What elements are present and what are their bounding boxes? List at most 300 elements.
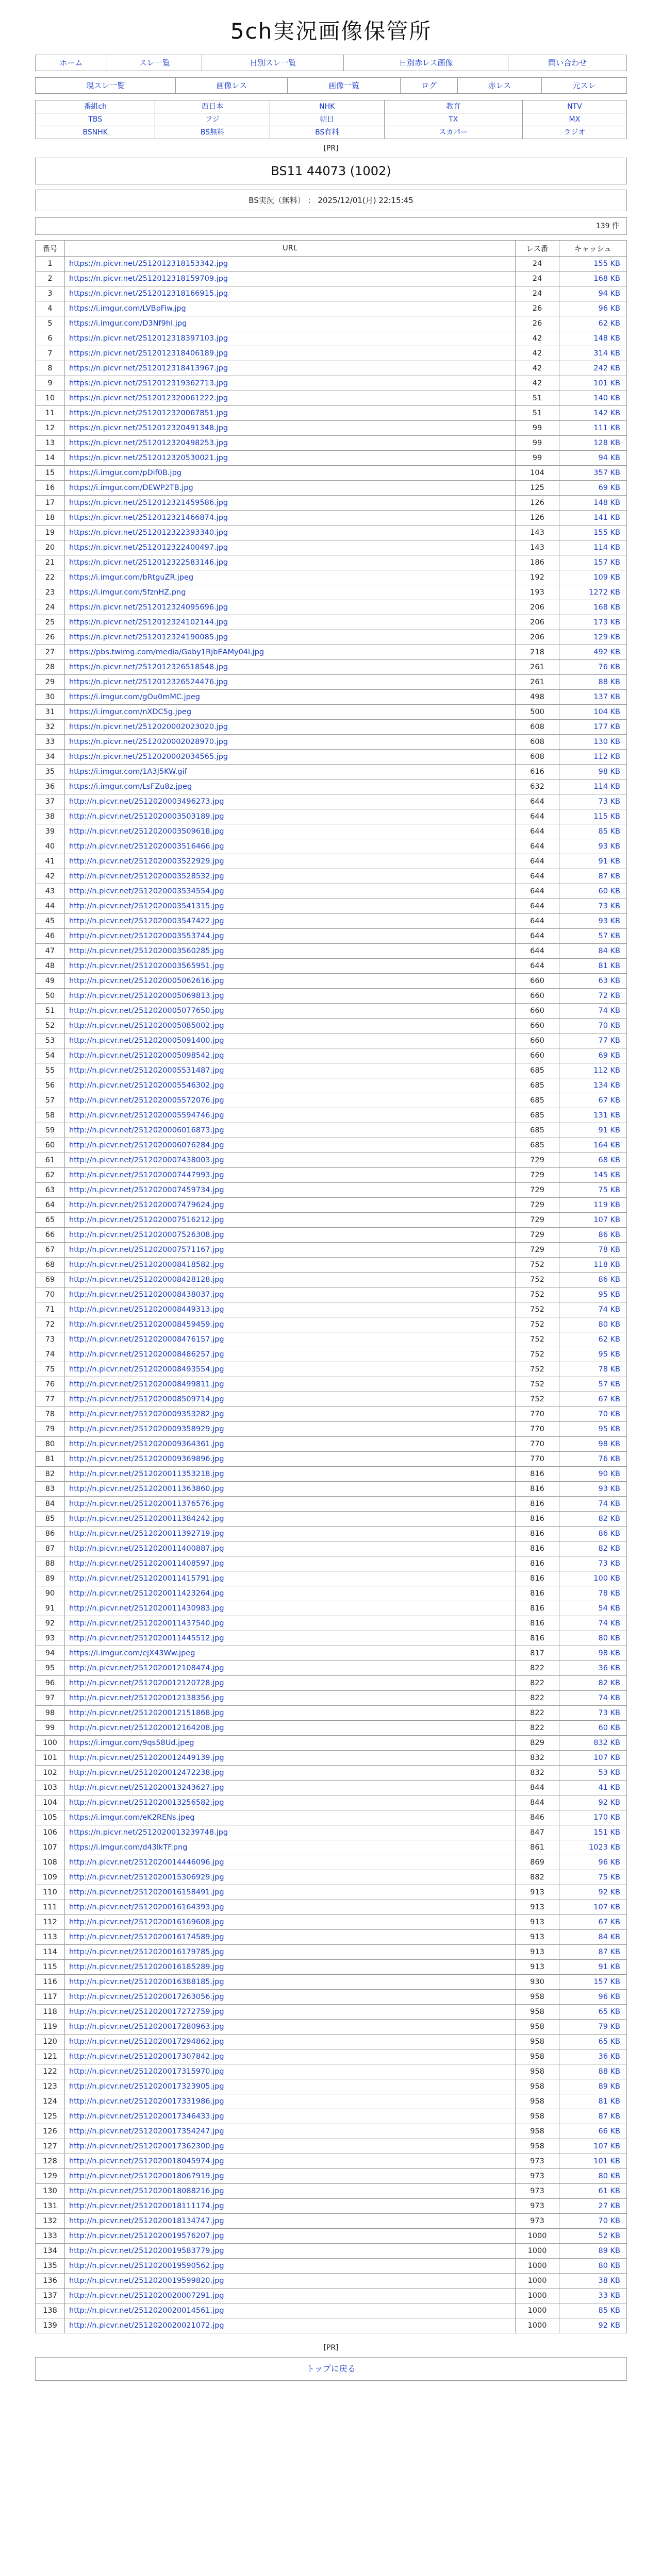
cache-link[interactable]: 137 KB — [593, 693, 620, 701]
image-url-link[interactable]: https://n.picvr.net/2512012322400497.jpg — [69, 544, 228, 552]
channel-link[interactable]: 朝日 — [320, 115, 335, 124]
cache-link[interactable]: 74 KB — [598, 1306, 620, 1314]
cache-link[interactable]: 62 KB — [598, 319, 620, 328]
image-url-link[interactable]: http://n.picvr.net/2512020008499811.jpg — [69, 1380, 224, 1388]
cache-link[interactable]: 33 KB — [598, 2292, 620, 2300]
cache-link[interactable]: 67 KB — [598, 1395, 620, 1403]
cache-link[interactable]: 95 KB — [598, 1291, 620, 1299]
image-url-link[interactable]: https://n.picvr.net/2512012324102144.jpg — [69, 618, 228, 626]
image-url-link[interactable]: https://n.picvr.net/2512012318166915.jpg — [69, 290, 228, 298]
subnav-image-res-link[interactable]: 画像レス — [216, 81, 247, 90]
cache-link[interactable]: 101 KB — [593, 2157, 620, 2165]
image-url-link[interactable]: http://n.picvr.net/2512020011445512.jpg — [69, 1634, 224, 1642]
image-url-link[interactable]: http://n.picvr.net/2512020017362300.jpg — [69, 2142, 224, 2150]
image-url-link[interactable]: http://n.picvr.net/2512020003534554.jpg — [69, 887, 224, 895]
image-url-link[interactable]: https://n.picvr.net/2512020002023020.jpg — [69, 723, 228, 731]
cache-link[interactable]: 76 KB — [598, 1455, 620, 1463]
image-url-link[interactable]: http://n.picvr.net/2512020005077650.jpg — [69, 1007, 224, 1015]
image-url-link[interactable]: http://n.picvr.net/2512020017294862.jpg — [69, 2038, 224, 2046]
image-url-link[interactable]: http://n.picvr.net/2512020008428128.jpg — [69, 1276, 224, 1284]
image-url-link[interactable]: http://n.picvr.net/2512020011384242.jpg — [69, 1515, 224, 1523]
cache-link[interactable]: 70 KB — [598, 1022, 620, 1030]
cache-link[interactable]: 96 KB — [598, 1858, 620, 1867]
cache-link[interactable]: 94 KB — [598, 454, 620, 462]
cache-link[interactable]: 62 KB — [598, 1335, 620, 1344]
cache-link[interactable]: 92 KB — [598, 1799, 620, 1807]
image-url-link[interactable]: http://n.picvr.net/2512020016388185.jpg — [69, 1978, 224, 1986]
image-url-link[interactable]: http://n.picvr.net/2512020011423264.jpg — [69, 1589, 224, 1598]
cache-link[interactable]: 157 KB — [593, 1978, 620, 1986]
cache-link[interactable]: 81 KB — [598, 962, 620, 970]
image-url-link[interactable]: https://n.picvr.net/2512012320061222.jpg — [69, 394, 228, 402]
cache-link[interactable]: 92 KB — [598, 1888, 620, 1896]
image-url-link[interactable]: http://n.picvr.net/2512020018067919.jpg — [69, 2172, 224, 2180]
image-url-link[interactable]: http://n.picvr.net/2512020003503189.jpg — [69, 812, 224, 821]
image-url-link[interactable]: http://n.picvr.net/2512020005085002.jpg — [69, 1022, 224, 1030]
cache-link[interactable]: 96 KB — [598, 304, 620, 313]
channel-link[interactable]: BSNHK — [82, 128, 108, 137]
image-url-link[interactable]: http://n.picvr.net/2512020017263056.jpg — [69, 1993, 224, 2001]
image-url-link[interactable]: https://n.picvr.net/2512012320491348.jpg — [69, 424, 228, 432]
image-url-link[interactable]: http://n.picvr.net/2512020012138356.jpg — [69, 1694, 224, 1702]
cache-link[interactable]: 832 KB — [593, 1739, 620, 1747]
image-url-link[interactable]: http://n.picvr.net/2512020013243627.jpg — [69, 1784, 224, 1792]
image-url-link[interactable]: https://i.imgur.com/eK2RENs.jpeg — [69, 1814, 195, 1822]
cache-link[interactable]: 93 KB — [598, 917, 620, 925]
image-url-link[interactable]: https://n.picvr.net/2512020013239748.jpg — [69, 1828, 228, 1837]
image-url-link[interactable]: https://n.picvr.net/2512012320067851.jpg — [69, 409, 228, 417]
image-url-link[interactable]: http://n.picvr.net/2512020013256582.jpg — [69, 1799, 224, 1807]
image-url-link[interactable]: http://n.picvr.net/2512020011363860.jpg — [69, 1485, 224, 1493]
cache-link[interactable]: 79 KB — [598, 2023, 620, 2031]
image-url-link[interactable]: https://n.picvr.net/2512012324190085.jpg — [69, 633, 228, 641]
image-url-link[interactable]: https://n.picvr.net/2512012326524476.jpg — [69, 678, 228, 686]
image-url-link[interactable]: https://i.imgur.com/d43lkTF.png — [69, 1843, 188, 1852]
image-url-link[interactable]: http://n.picvr.net/2512020012108474.jpg — [69, 1664, 224, 1672]
nav-daily-red-res-images-link[interactable]: 日別赤レス画像 — [399, 58, 453, 67]
cache-link[interactable]: 38 KB — [598, 2277, 620, 2285]
cache-link[interactable]: 92 KB — [598, 2321, 620, 2330]
image-url-link[interactable]: http://n.picvr.net/2512020008509714.jpg — [69, 1395, 224, 1403]
image-url-link[interactable]: https://i.imgur.com/nXDC5g.jpeg — [69, 708, 192, 716]
image-url-link[interactable]: http://n.picvr.net/2512020009369896.jpg — [69, 1455, 224, 1463]
channel-link[interactable]: BS無料 — [200, 128, 225, 137]
subnav-red-res-link[interactable]: 赤レス — [488, 81, 511, 90]
cache-link[interactable]: 76 KB — [598, 663, 620, 671]
cache-link[interactable]: 314 KB — [593, 349, 620, 358]
channel-link[interactable]: ラジオ — [564, 128, 586, 137]
image-url-link[interactable]: http://n.picvr.net/2512020009364361.jpg — [69, 1440, 224, 1448]
image-url-link[interactable]: http://n.picvr.net/2512020003541315.jpg — [69, 902, 224, 910]
cache-link[interactable]: 53 KB — [598, 1769, 620, 1777]
cache-link[interactable]: 492 KB — [593, 648, 620, 656]
image-url-link[interactable]: http://n.picvr.net/2512020005546302.jpg — [69, 1081, 224, 1090]
image-url-link[interactable]: http://n.picvr.net/2512020003496273.jpg — [69, 798, 224, 806]
image-url-link[interactable]: http://n.picvr.net/2512020007459734.jpg — [69, 1186, 224, 1194]
image-url-link[interactable]: http://n.picvr.net/2512020003553744.jpg — [69, 932, 224, 940]
image-url-link[interactable]: https://n.picvr.net/2512012318397103.jpg — [69, 334, 228, 343]
subnav-original-thread-link[interactable]: 元スレ — [572, 81, 596, 90]
cache-link[interactable]: 63 KB — [598, 977, 620, 985]
image-url-link[interactable]: http://n.picvr.net/2512020008493554.jpg — [69, 1365, 224, 1374]
image-url-link[interactable]: http://n.picvr.net/2512020012164208.jpg — [69, 1724, 224, 1732]
image-url-link[interactable]: http://n.picvr.net/2512020020007291.jpg — [69, 2292, 224, 2300]
image-url-link[interactable]: http://n.picvr.net/2512020017354247.jpg — [69, 2127, 224, 2136]
image-url-link[interactable]: http://n.picvr.net/2512020008418582.jpg — [69, 1261, 224, 1269]
cache-link[interactable]: 70 KB — [598, 2217, 620, 2225]
cache-link[interactable]: 57 KB — [598, 932, 620, 940]
image-url-link[interactable]: http://n.picvr.net/2512020016185289.jpg — [69, 1963, 224, 1971]
image-url-link[interactable]: http://n.picvr.net/2512020008449313.jpg — [69, 1306, 224, 1314]
cache-link[interactable]: 73 KB — [598, 902, 620, 910]
cache-link[interactable]: 73 KB — [598, 798, 620, 806]
nav-daily-thread-list-link[interactable]: 日別スレ一覧 — [250, 58, 296, 67]
image-url-link[interactable]: http://n.picvr.net/2512020017346433.jpg — [69, 2112, 224, 2121]
image-url-link[interactable]: http://n.picvr.net/2512020011430983.jpg — [69, 1604, 224, 1613]
image-url-link[interactable]: https://i.imgur.com/bRtguZR.jpeg — [69, 573, 194, 582]
cache-link[interactable]: 88 KB — [598, 678, 620, 686]
image-url-link[interactable]: https://i.imgur.com/LsFZu8z.jpeg — [69, 783, 192, 791]
cache-link[interactable]: 151 KB — [593, 1828, 620, 1837]
cache-link[interactable]: 27 KB — [598, 2202, 620, 2210]
image-url-link[interactable]: http://n.picvr.net/2512020011408597.jpg — [69, 1560, 224, 1568]
cache-link[interactable]: 242 KB — [593, 364, 620, 372]
image-url-link[interactable]: http://n.picvr.net/2512020008459459.jpg — [69, 1320, 224, 1329]
image-url-link[interactable]: http://n.picvr.net/2512020005594746.jpg — [69, 1111, 224, 1120]
subnav-image-list-link[interactable]: 画像一覧 — [328, 81, 360, 90]
image-url-link[interactable]: http://n.picvr.net/2512020009353282.jpg — [69, 1410, 224, 1418]
cache-link[interactable]: 93 KB — [598, 842, 620, 851]
cache-link[interactable]: 36 KB — [598, 2053, 620, 2061]
channel-link[interactable]: TBS — [88, 115, 103, 124]
image-url-link[interactable]: https://n.picvr.net/2512012319362713.jpg — [69, 379, 228, 387]
channel-link[interactable]: MX — [569, 115, 581, 124]
cache-link[interactable]: 80 KB — [598, 1320, 620, 1329]
image-url-link[interactable]: http://n.picvr.net/2512020016169608.jpg — [69, 1918, 224, 1926]
image-url-link[interactable]: http://n.picvr.net/2512020003547422.jpg — [69, 917, 224, 925]
image-url-link[interactable]: http://n.picvr.net/2512020016174589.jpg — [69, 1933, 224, 1941]
image-url-link[interactable]: http://n.picvr.net/2512020011376576.jpg — [69, 1500, 224, 1508]
channel-link[interactable]: TX — [449, 115, 458, 124]
channel-link[interactable]: 番組ch — [84, 103, 107, 111]
image-url-link[interactable]: http://n.picvr.net/2512020012472238.jpg — [69, 1769, 224, 1777]
image-url-link[interactable]: https://i.imgur.com/gOu0mMC.jpeg — [69, 693, 201, 701]
cache-link[interactable]: 70 KB — [598, 1410, 620, 1418]
cache-link[interactable]: 157 KB — [593, 558, 620, 567]
cache-link[interactable]: 80 KB — [598, 2262, 620, 2270]
cache-link[interactable]: 130 KB — [593, 738, 620, 746]
cache-link[interactable]: 148 KB — [593, 334, 620, 343]
cache-link[interactable]: 131 KB — [593, 1111, 620, 1120]
cache-link[interactable]: 95 KB — [598, 1425, 620, 1433]
cache-link[interactable]: 41 KB — [598, 1784, 620, 1792]
image-url-link[interactable]: http://n.picvr.net/2512020012449139.jpg — [69, 1754, 224, 1762]
channel-link[interactable]: 教育 — [446, 103, 461, 111]
cache-link[interactable]: 164 KB — [593, 1141, 620, 1149]
cache-link[interactable]: 90 KB — [598, 1470, 620, 1478]
cache-link[interactable]: 107 KB — [593, 1903, 620, 1911]
cache-link[interactable]: 86 KB — [598, 1276, 620, 1284]
image-url-link[interactable]: http://n.picvr.net/2512020007526308.jpg — [69, 1231, 224, 1239]
cache-link[interactable]: 98 KB — [598, 1440, 620, 1448]
nav-home-link[interactable]: ホーム — [59, 58, 83, 67]
image-url-link[interactable]: http://n.picvr.net/2512020006016873.jpg — [69, 1126, 224, 1134]
cache-link[interactable]: 170 KB — [593, 1814, 620, 1822]
image-url-link[interactable]: http://n.picvr.net/2512020011437540.jpg — [69, 1619, 224, 1628]
image-url-link[interactable]: http://n.picvr.net/2512020018111174.jpg — [69, 2202, 224, 2210]
cache-link[interactable]: 168 KB — [593, 603, 620, 612]
cache-link[interactable]: 140 KB — [593, 394, 620, 402]
cache-link[interactable]: 98 KB — [598, 1649, 620, 1657]
image-url-link[interactable]: https://i.imgur.com/ejX43Ww.jpeg — [69, 1649, 195, 1657]
cache-link[interactable]: 128 KB — [593, 439, 620, 447]
cache-link[interactable]: 74 KB — [598, 1007, 620, 1015]
image-url-link[interactable]: http://n.picvr.net/2512020019599820.jpg — [69, 2277, 224, 2285]
cache-link[interactable]: 101 KB — [593, 379, 620, 387]
image-url-link[interactable]: https://n.picvr.net/2512012321466874.jpg — [69, 514, 228, 522]
image-url-link[interactable]: http://n.picvr.net/2512020018045974.jpg — [69, 2157, 224, 2165]
cache-link[interactable]: 84 KB — [598, 1933, 620, 1941]
channel-link[interactable]: 西日本 — [202, 103, 224, 111]
image-url-link[interactable]: http://n.picvr.net/2512020005091400.jpg — [69, 1037, 224, 1045]
cache-link[interactable]: 69 KB — [598, 1052, 620, 1060]
cache-link[interactable]: 74 KB — [598, 1619, 620, 1628]
cache-link[interactable]: 107 KB — [593, 1216, 620, 1224]
cache-link[interactable]: 78 KB — [598, 1246, 620, 1254]
image-url-link[interactable]: https://i.imgur.com/LVBpFiw.jpg — [69, 304, 186, 313]
image-url-link[interactable]: http://n.picvr.net/2512020018088216.jpg — [69, 2187, 224, 2195]
cache-link[interactable]: 67 KB — [598, 1918, 620, 1926]
cache-link[interactable]: 74 KB — [598, 1694, 620, 1702]
cache-link[interactable]: 1272 KB — [589, 588, 620, 597]
image-url-link[interactable]: http://n.picvr.net/2512020019590562.jpg — [69, 2262, 224, 2270]
cache-link[interactable]: 85 KB — [598, 2307, 620, 2315]
image-url-link[interactable]: http://n.picvr.net/2512020019576207.jpg — [69, 2232, 224, 2240]
image-url-link[interactable]: http://n.picvr.net/2512020011400887.jpg — [69, 1545, 224, 1553]
image-url-link[interactable]: http://n.picvr.net/2512020003509618.jpg — [69, 827, 224, 836]
cache-link[interactable]: 72 KB — [598, 992, 620, 1000]
cache-link[interactable]: 118 KB — [593, 1261, 620, 1269]
cache-link[interactable]: 104 KB — [593, 708, 620, 716]
nav-thread-list-link[interactable]: スレ一覧 — [139, 58, 170, 67]
subnav-log-link[interactable]: ログ — [421, 81, 437, 90]
image-url-link[interactable]: http://n.picvr.net/2512020020014561.jpg — [69, 2307, 224, 2315]
cache-link[interactable]: 114 KB — [593, 783, 620, 791]
subnav-current-threads-link[interactable]: 現スレ一覧 — [86, 81, 125, 90]
image-url-link[interactable]: https://i.imgur.com/5fznHZ.png — [69, 588, 186, 597]
cache-link[interactable]: 100 KB — [593, 1574, 620, 1583]
cache-link[interactable]: 98 KB — [598, 768, 620, 776]
cache-link[interactable]: 1023 KB — [589, 1843, 620, 1852]
image-url-link[interactable]: http://n.picvr.net/2512020018134747.jpg — [69, 2217, 224, 2225]
image-url-link[interactable]: http://n.picvr.net/2512020017323905.jpg — [69, 2082, 224, 2091]
cache-link[interactable]: 80 KB — [598, 2172, 620, 2180]
image-url-link[interactable]: http://n.picvr.net/2512020017331986.jpg — [69, 2097, 224, 2106]
cache-link[interactable]: 52 KB — [598, 2232, 620, 2240]
cache-link[interactable]: 60 KB — [598, 1724, 620, 1732]
cache-link[interactable]: 89 KB — [598, 2247, 620, 2255]
cache-link[interactable]: 114 KB — [593, 544, 620, 552]
cache-link[interactable]: 54 KB — [598, 1604, 620, 1613]
image-url-link[interactable]: http://n.picvr.net/2512020005572076.jpg — [69, 1096, 224, 1105]
cache-link[interactable]: 66 KB — [598, 2127, 620, 2136]
cache-link[interactable]: 80 KB — [598, 1634, 620, 1642]
back-to-top-link[interactable]: トップに戻る — [306, 2364, 356, 2374]
image-url-link[interactable]: https://i.imgur.com/9qs58Ud.jpeg — [69, 1739, 194, 1747]
cache-link[interactable]: 86 KB — [598, 1231, 620, 1239]
image-url-link[interactable]: https://n.picvr.net/2512012318159709.jpg — [69, 275, 228, 283]
image-url-link[interactable]: http://n.picvr.net/2512020016164393.jpg — [69, 1903, 224, 1911]
cache-link[interactable]: 75 KB — [598, 1186, 620, 1194]
cache-link[interactable]: 142 KB — [593, 409, 620, 417]
cache-link[interactable]: 109 KB — [593, 573, 620, 582]
cache-link[interactable]: 129 KB — [593, 633, 620, 641]
image-url-link[interactable]: http://n.picvr.net/2512020007571167.jpg — [69, 1246, 224, 1254]
image-url-link[interactable]: http://n.picvr.net/2512020016179785.jpg — [69, 1948, 224, 1956]
cache-link[interactable]: 115 KB — [593, 812, 620, 821]
image-url-link[interactable]: http://n.picvr.net/2512020003560285.jpg — [69, 947, 224, 955]
image-url-link[interactable]: http://n.picvr.net/2512020015306929.jpg — [69, 1873, 224, 1882]
cache-link[interactable]: 69 KB — [598, 484, 620, 492]
cache-link[interactable]: 168 KB — [593, 275, 620, 283]
image-url-link[interactable]: https://n.picvr.net/2512020002034565.jpg — [69, 753, 228, 761]
cache-link[interactable]: 88 KB — [598, 2067, 620, 2076]
channel-link[interactable]: NTV — [567, 103, 582, 111]
cache-link[interactable]: 74 KB — [598, 1500, 620, 1508]
image-url-link[interactable]: http://n.picvr.net/2512020007447993.jpg — [69, 1171, 224, 1179]
image-url-link[interactable]: http://n.picvr.net/2512020006076284.jpg — [69, 1141, 224, 1149]
cache-link[interactable]: 141 KB — [593, 514, 620, 522]
cache-link[interactable]: 173 KB — [593, 618, 620, 626]
image-url-link[interactable]: https://i.imgur.com/DEWP2TB.jpg — [69, 484, 193, 492]
cache-link[interactable]: 81 KB — [598, 2097, 620, 2106]
image-url-link[interactable]: http://n.picvr.net/2512020012120728.jpg — [69, 1679, 224, 1687]
image-url-link[interactable]: https://pbs.twimg.com/media/Gaby1RjbEAMy04l.jpg — [69, 648, 264, 656]
cache-link[interactable]: 60 KB — [598, 887, 620, 895]
cache-link[interactable]: 107 KB — [593, 2142, 620, 2150]
cache-link[interactable]: 111 KB — [593, 424, 620, 432]
cache-link[interactable]: 112 KB — [593, 753, 620, 761]
image-url-link[interactable]: http://n.picvr.net/2512020005069813.jpg — [69, 992, 224, 1000]
cache-link[interactable]: 78 KB — [598, 1365, 620, 1374]
image-url-link[interactable]: http://n.picvr.net/2512020020021072.jpg — [69, 2321, 224, 2330]
image-url-link[interactable]: https://i.imgur.com/pDif0B.jpg — [69, 469, 181, 477]
image-url-link[interactable]: http://n.picvr.net/2512020003516466.jpg — [69, 842, 224, 851]
cache-link[interactable]: 91 KB — [598, 857, 620, 866]
image-url-link[interactable]: http://n.picvr.net/2512020016158491.jpg — [69, 1888, 224, 1896]
image-url-link[interactable]: http://n.picvr.net/2512020011353218.jpg — [69, 1470, 224, 1478]
image-url-link[interactable]: http://n.picvr.net/2512020008476157.jpg — [69, 1335, 224, 1344]
image-url-link[interactable]: http://n.picvr.net/2512020017272759.jpg — [69, 2008, 224, 2016]
image-url-link[interactable]: https://i.imgur.com/1A3J5KW.gif — [69, 768, 187, 776]
cache-link[interactable]: 61 KB — [598, 2187, 620, 2195]
image-url-link[interactable]: http://n.picvr.net/2512020009358929.jpg — [69, 1425, 224, 1433]
image-url-link[interactable]: http://n.picvr.net/2512020005098542.jpg — [69, 1052, 224, 1060]
image-url-link[interactable]: http://n.picvr.net/2512020005062616.jpg — [69, 977, 224, 985]
cache-link[interactable]: 134 KB — [593, 1081, 620, 1090]
cache-link[interactable]: 85 KB — [598, 827, 620, 836]
image-url-link[interactable]: https://n.picvr.net/2512020002028970.jpg — [69, 738, 228, 746]
cache-link[interactable]: 77 KB — [598, 1037, 620, 1045]
cache-link[interactable]: 75 KB — [598, 1873, 620, 1882]
image-url-link[interactable]: https://n.picvr.net/2512012318406189.jpg — [69, 349, 228, 358]
image-url-link[interactable]: http://n.picvr.net/2512020003565951.jpg — [69, 962, 224, 970]
cache-link[interactable]: 145 KB — [593, 1171, 620, 1179]
cache-link[interactable]: 78 KB — [598, 1589, 620, 1598]
image-url-link[interactable]: https://i.imgur.com/D3Nf9hI.jpg — [69, 319, 187, 328]
image-url-link[interactable]: http://n.picvr.net/2512020008438037.jpg — [69, 1291, 224, 1299]
cache-link[interactable]: 91 KB — [598, 1963, 620, 1971]
cache-link[interactable]: 107 KB — [593, 1754, 620, 1762]
image-url-link[interactable]: https://n.picvr.net/2512012322583146.jpg — [69, 558, 228, 567]
cache-link[interactable]: 86 KB — [598, 1530, 620, 1538]
image-url-link[interactable]: https://n.picvr.net/2512012320498253.jpg — [69, 439, 228, 447]
cache-link[interactable]: 94 KB — [598, 290, 620, 298]
channel-link[interactable]: BS有料 — [315, 128, 339, 137]
image-url-link[interactable]: https://n.picvr.net/2512012321459586.jpg — [69, 499, 228, 507]
image-url-link[interactable]: http://n.picvr.net/2512020008486257.jpg — [69, 1350, 224, 1359]
cache-link[interactable]: 87 KB — [598, 1948, 620, 1956]
cache-link[interactable]: 82 KB — [598, 1679, 620, 1687]
image-url-link[interactable]: http://n.picvr.net/2512020011415791.jpg — [69, 1574, 224, 1583]
cache-link[interactable]: 155 KB — [593, 260, 620, 268]
image-url-link[interactable]: http://n.picvr.net/2512020005531487.jpg — [69, 1066, 224, 1075]
image-url-link[interactable]: http://n.picvr.net/2512020007516212.jpg — [69, 1216, 224, 1224]
image-url-link[interactable]: http://n.picvr.net/2512020011392719.jpg — [69, 1530, 224, 1538]
cache-link[interactable]: 119 KB — [593, 1201, 620, 1209]
image-url-link[interactable]: https://n.picvr.net/2512012326518548.jpg — [69, 663, 228, 671]
image-url-link[interactable]: http://n.picvr.net/2512020017280963.jpg — [69, 2023, 224, 2031]
nav-contact-link[interactable]: 問い合わせ — [548, 58, 587, 67]
cache-link[interactable]: 177 KB — [593, 723, 620, 731]
cache-link[interactable]: 95 KB — [598, 1350, 620, 1359]
cache-link[interactable]: 155 KB — [593, 529, 620, 537]
cache-link[interactable]: 36 KB — [598, 1664, 620, 1672]
cache-link[interactable]: 67 KB — [598, 1096, 620, 1105]
cache-link[interactable]: 112 KB — [593, 1066, 620, 1075]
cache-link[interactable]: 96 KB — [598, 1993, 620, 2001]
cache-link[interactable]: 65 KB — [598, 2038, 620, 2046]
cache-link[interactable]: 91 KB — [598, 1126, 620, 1134]
cache-link[interactable]: 73 KB — [598, 1560, 620, 1568]
cache-link[interactable]: 57 KB — [598, 1380, 620, 1388]
cache-link[interactable]: 357 KB — [593, 469, 620, 477]
cache-link[interactable]: 68 KB — [598, 1156, 620, 1164]
image-url-link[interactable]: http://n.picvr.net/2512020003522929.jpg — [69, 857, 224, 866]
image-url-link[interactable]: https://n.picvr.net/2512012318153342.jpg — [69, 260, 228, 268]
cache-link[interactable]: 65 KB — [598, 2008, 620, 2016]
channel-link[interactable]: フジ — [205, 115, 220, 124]
image-url-link[interactable]: https://n.picvr.net/2512012318413967.jpg — [69, 364, 228, 372]
cache-link[interactable]: 73 KB — [598, 1709, 620, 1717]
image-url-link[interactable]: http://n.picvr.net/2512020017315970.jpg — [69, 2067, 224, 2076]
image-url-link[interactable]: https://n.picvr.net/2512012322393340.jpg — [69, 529, 228, 537]
image-url-link[interactable]: http://n.picvr.net/2512020017307842.jpg — [69, 2053, 224, 2061]
cache-link[interactable]: 82 KB — [598, 1515, 620, 1523]
cache-link[interactable]: 87 KB — [598, 2112, 620, 2121]
image-url-link[interactable]: http://n.picvr.net/2512020014446096.jpg — [69, 1858, 224, 1867]
cache-link[interactable]: 93 KB — [598, 1485, 620, 1493]
cache-link[interactable]: 148 KB — [593, 499, 620, 507]
channel-link[interactable]: スカパー — [439, 128, 468, 137]
image-url-link[interactable]: http://n.picvr.net/2512020003528532.jpg — [69, 872, 224, 880]
image-url-link[interactable]: http://n.picvr.net/2512020007438003.jpg — [69, 1156, 224, 1164]
cache-link[interactable]: 82 KB — [598, 1545, 620, 1553]
image-url-link[interactable]: http://n.picvr.net/2512020007479624.jpg — [69, 1201, 224, 1209]
cache-link[interactable]: 87 KB — [598, 872, 620, 880]
image-url-link[interactable]: https://n.picvr.net/2512012320530021.jpg — [69, 454, 228, 462]
channel-link[interactable]: NHK — [319, 103, 335, 111]
